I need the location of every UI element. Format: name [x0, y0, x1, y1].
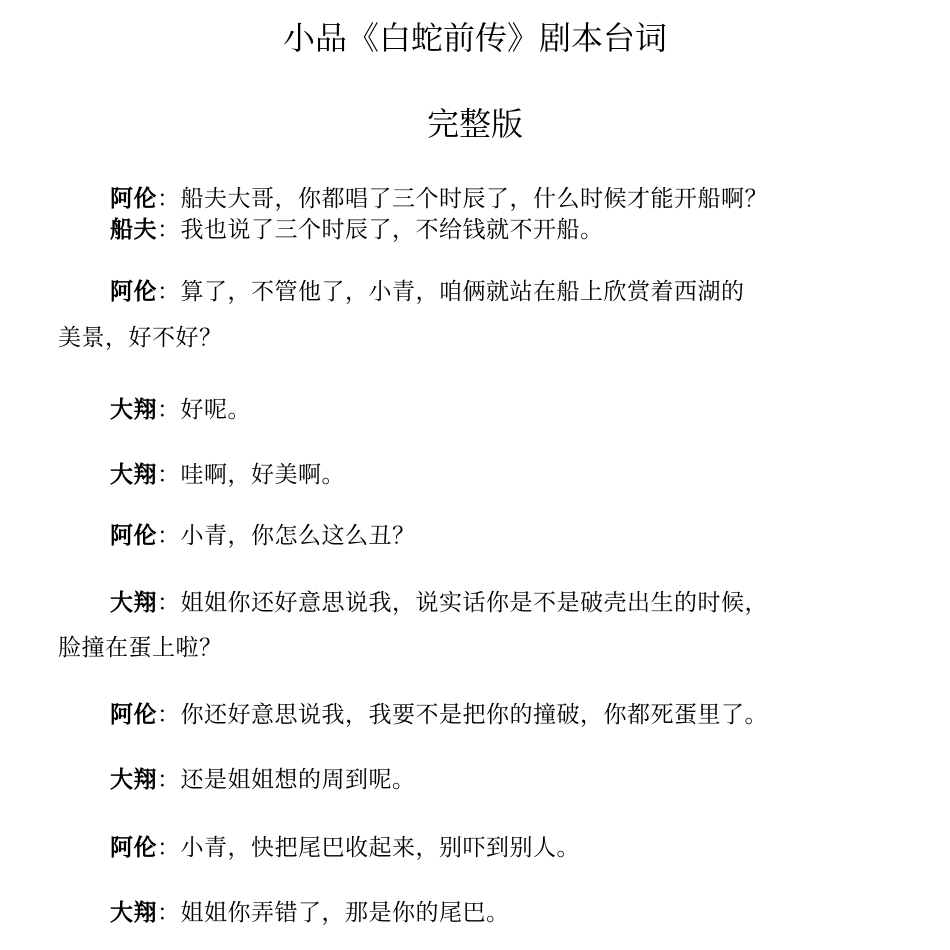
- speaker-name: 大翔: [110, 590, 157, 616]
- speaker-name: 阿伦: [110, 835, 157, 861]
- dialogue-text: 哇啊，好美啊。: [180, 462, 345, 488]
- speaker-colon: ：: [157, 217, 181, 243]
- speaker-colon: ：: [157, 900, 181, 926]
- dialogue-text: 还是姐姐想的周到呢。: [180, 767, 416, 793]
- dialogue-text: 船夫大哥，你都唱了三个时辰了，什么时候才能开船啊？: [180, 186, 768, 212]
- dialogue-continuation-7: 脸撞在蛋上啦？: [58, 635, 223, 661]
- speaker-colon: ：: [157, 397, 181, 423]
- dialogue-line-11: [110, 899, 510, 927]
- dialogue-continuation-3: 美景，好不好？: [58, 325, 223, 351]
- dialogue-line-9: [110, 766, 416, 794]
- speaker-name: 阿伦: [110, 523, 157, 549]
- dialogue-line-1: [110, 185, 768, 213]
- dialogue-text: 小青，你怎么这么丑？: [180, 523, 416, 549]
- dialogue-text: 我也说了三个时辰了，不给钱就不开船。: [180, 217, 604, 243]
- speaker-name: 阿伦: [110, 702, 157, 728]
- speaker-name: 大翔: [110, 397, 157, 423]
- page-title: 小品《白蛇前传》剧本台词: [282, 19, 667, 57]
- dialogue-line-6: [110, 522, 416, 550]
- dialogue-line-5: [110, 461, 345, 489]
- dialogue-text: 姐姐你还好意思说我，说实话你是不是破壳出生的时候，: [180, 590, 768, 616]
- speaker-name: 大翔: [110, 767, 157, 793]
- dialogue-line-2: [110, 216, 604, 244]
- dialogue-line-7: [110, 589, 768, 617]
- speaker-colon: ：: [157, 835, 181, 861]
- speaker-name: 阿伦: [110, 279, 157, 305]
- dialogue-line-3: [110, 278, 745, 306]
- speaker-name: 阿伦: [110, 186, 157, 212]
- dialogue-line-4: [110, 396, 251, 424]
- dialogue-line-8: [110, 701, 768, 729]
- dialogue-text: 姐姐你弄错了，那是你的尾巴。: [180, 900, 510, 926]
- speaker-colon: ：: [157, 590, 181, 616]
- speaker-colon: ：: [157, 702, 181, 728]
- speaker-name: 大翔: [110, 900, 157, 926]
- speaker-colon: ：: [157, 523, 181, 549]
- dialogue-text: 你还好意思说我，我要不是把你的撞破，你都死蛋里了。: [180, 702, 768, 728]
- speaker-name: 船夫: [110, 217, 157, 243]
- dialogue-line-10: [110, 834, 580, 862]
- page-subtitle: 完整版: [426, 105, 523, 143]
- speaker-colon: ：: [157, 462, 181, 488]
- dialogue-text: 小青，快把尾巴收起来，别吓到别人。: [180, 835, 580, 861]
- speaker-colon: ：: [157, 186, 181, 212]
- speaker-name: 大翔: [110, 462, 157, 488]
- speaker-colon: ：: [157, 767, 181, 793]
- dialogue-text: 算了，不管他了，小青，咱俩就站在船上欣赏着西湖的: [180, 279, 745, 305]
- dialogue-text: 好呢。: [180, 397, 251, 423]
- speaker-colon: ：: [157, 279, 181, 305]
